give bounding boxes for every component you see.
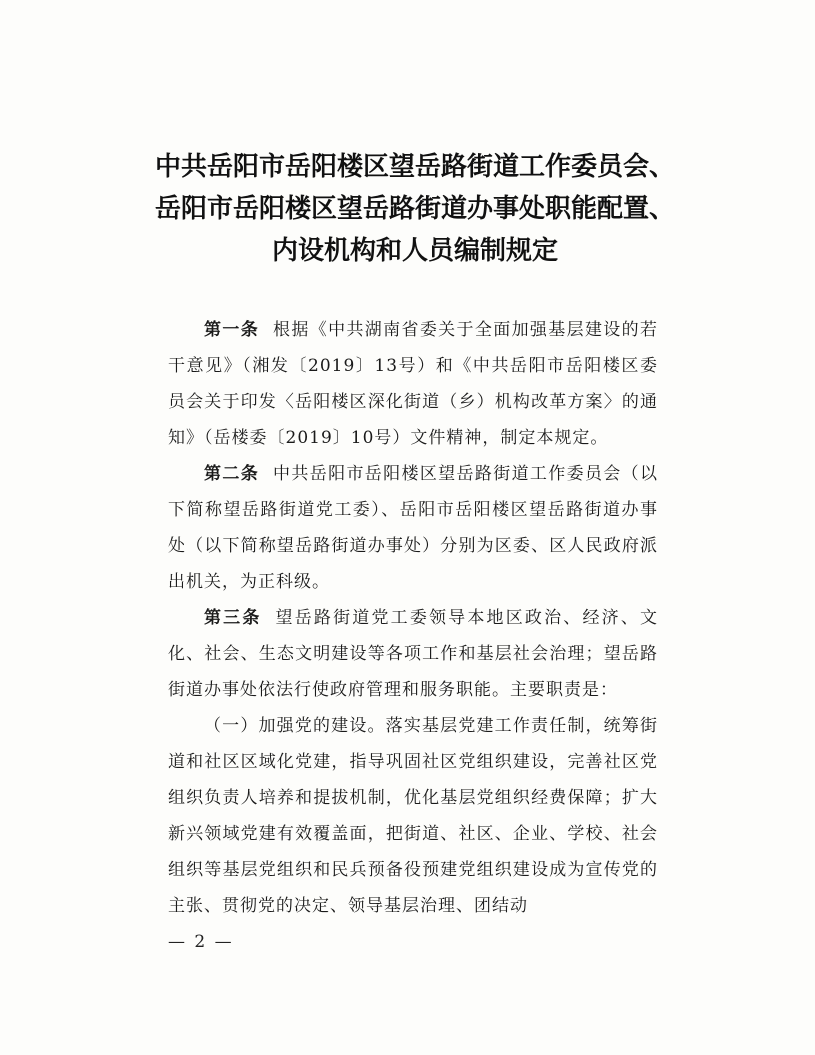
document-body xyxy=(168,312,658,924)
article-2 xyxy=(168,456,658,600)
article-1 xyxy=(168,312,658,456)
article-1-text: 根据《中共湖南省委关于全面加强基层建设的若干意见》（湘发〔2019〕13号）和《中共岳阳市岳阳楼区委员会关于印发〈岳阳楼区深化街道（乡）机构改革方案〉的通知》（岳楼委〔2019〕10号）文件精神，制定本规定。 xyxy=(168,320,659,448)
document-title xyxy=(90,146,740,272)
article-2-text: 中共岳阳市岳阳楼区望岳路街道工作委员会（以下简称望岳路街道党工委）、岳阳市岳阳楼区望岳路街道办事处（以下简称望岳路街道办事处）分别为区委、区人民政府派出机关，为正科级。 xyxy=(168,464,659,592)
article-3-item-1 xyxy=(168,708,658,924)
title-line-3: 内设机构和人员编制规定 xyxy=(271,236,558,266)
article-2-label: 第二条 xyxy=(204,464,260,484)
title-line-2: 岳阳市岳阳楼区望岳路街道办事处职能配置、 xyxy=(154,194,675,224)
article-3 xyxy=(168,600,658,708)
article-3-text: 望岳路街道党工委领导本地区政治、经济、文化、社会、生态文明建设等各项工作和基层社会治理；望岳路街道办事处依法行使政府管理和服务职能。主要职责是： xyxy=(168,608,659,700)
page-number: — 2 — xyxy=(168,932,234,952)
article-3-label: 第三条 xyxy=(204,608,262,628)
article-1-label: 第一条 xyxy=(204,320,260,340)
item-1-text: （一）加强党的建设。落实基层党建工作责任制，统筹街道和社区区域化党建，指导巩固社区党组织建设，完善社区党组织负责人培养和提拔机制，优化基层党组织经费保障；扩大新兴领域党建有效覆盖面，把街道、社区、企业、学校、社会组织等基层党组织和民兵预备役预建党组织建设成为宣传党的主张、贯彻党的决定、领导基层治理、团结动 xyxy=(168,716,658,916)
title-line-1: 中共岳阳市岳阳楼区望岳路街道工作委员会、 xyxy=(154,152,675,182)
